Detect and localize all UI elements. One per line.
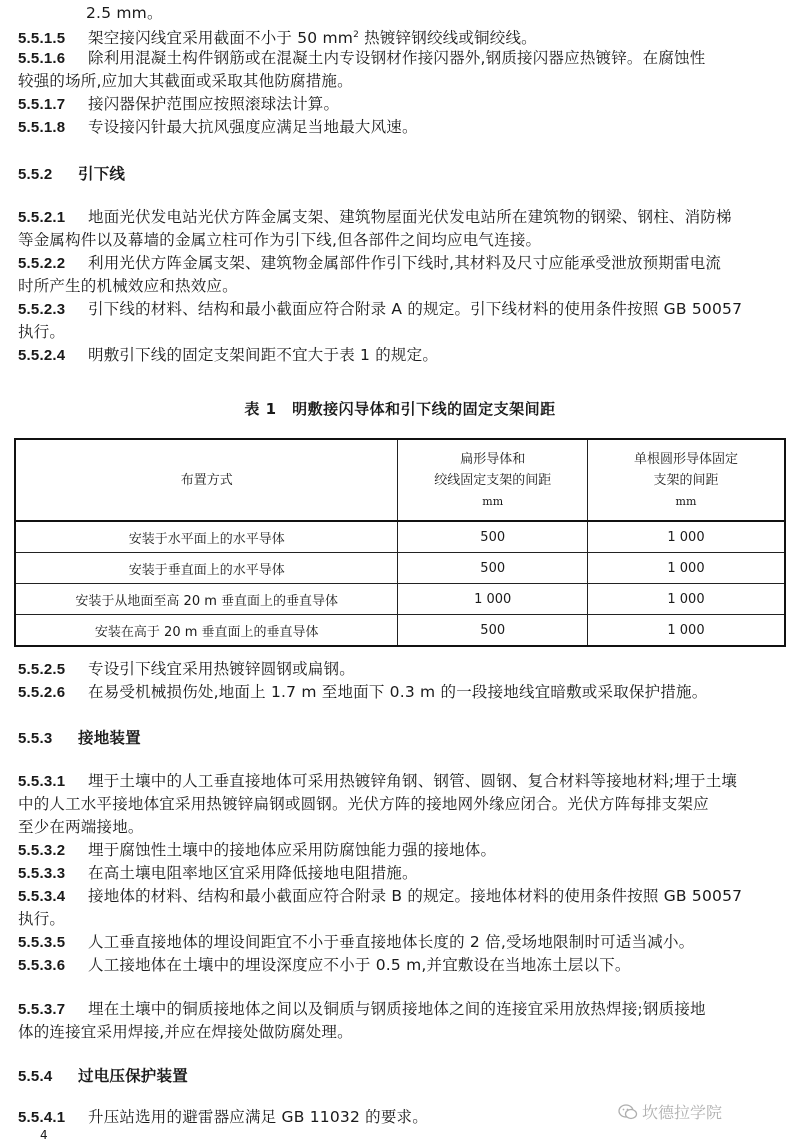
clause-5-5-3-1-cont: 中的人工水平接地体宜采用热镀锌扁钢或圆钢。光伏方阵的接地网外缘应闭合。光伏方阵每排支架应: [18, 795, 709, 813]
clause-number: 5.5.1.6: [18, 50, 66, 67]
clause-5-5-1-6: [18, 47, 782, 70]
cell-round: 1 000: [587, 553, 785, 584]
page-number: 4: [40, 1128, 48, 1142]
table-row: [15, 615, 785, 647]
clause-text: 除利用混凝土构件钢筋或在混凝土内专设钢材作接闪器外,钢质接闪器应热镀锌。在腐蚀性: [88, 49, 706, 67]
clause-number: 5.5.3.1: [18, 773, 66, 790]
clause-number: 5.5.2.5: [18, 661, 66, 678]
clause-5-5-2-2-cont: 时所产生的机械效应和热效应。: [18, 277, 238, 295]
cell-flat: 1 000: [398, 584, 588, 615]
clause-text: 人工垂直接地体的埋设间距宜不小于垂直接地体长度的 2 倍,受场地限制时可适当减小。: [88, 933, 695, 951]
clause-5-5-3-3: [18, 862, 782, 885]
clause-5-5-3-1: [18, 770, 782, 793]
clause-text: 专设接闪针最大抗风强度应满足当地最大风速。: [88, 118, 418, 136]
clause-number: 5.5.3.2: [18, 842, 66, 859]
table-row: [15, 584, 785, 615]
clause-number: 5.5.4.1: [18, 1109, 66, 1126]
clause-5-5-3-7: [18, 998, 782, 1021]
clause-5-5-3-5: [18, 931, 782, 954]
clause-number: 5.5.2.4: [18, 347, 66, 364]
clause-text: 专设引下线宜采用热镀锌圆钢或扁钢。: [88, 660, 355, 678]
clause-number: 5.5.1.8: [18, 119, 66, 136]
clause-5-5-2-2: [18, 252, 782, 275]
clause-text: 埋于腐蚀性土壤中的接地体应采用防腐蚀能力强的接地体。: [88, 841, 497, 859]
superscript: 2: [353, 30, 360, 40]
clause-5-5-3-1-cont2: 至少在两端接地。: [18, 818, 144, 836]
clause-text: 升压站选用的避雷器应满足 GB 11032 的要求。: [88, 1108, 428, 1126]
clause-5-5-2-3-cont: 执行。: [18, 323, 66, 341]
clause-text: 利用光伏方阵金属支架、建筑物金属部件作引下线时,其材料及尺寸应能承受泄放预期雷电流: [88, 254, 722, 272]
watermark: [618, 1100, 722, 1123]
section-number: 5.5.4: [18, 1068, 53, 1085]
cell-layout: 安装在高于 20 m 垂直面上的垂直导体: [15, 615, 398, 647]
clause-5-5-3-6: [18, 954, 782, 977]
clause-number: 5.5.3.6: [18, 957, 66, 974]
cell-flat: 500: [398, 615, 588, 647]
cell-flat: 500: [398, 521, 588, 553]
clause-5-5-2-5: [18, 658, 782, 681]
clause-5-5-3-2: [18, 839, 782, 862]
table-row: [15, 521, 785, 553]
clause-5-5-3-4-cont: 执行。: [18, 910, 66, 928]
clause-5-5-2-4: [18, 344, 782, 367]
header-round-conductor: 单根圆形导体固定 支架的间距 mm: [587, 439, 785, 521]
clause-number: 5.5.1.7: [18, 96, 66, 113]
section-heading-5-5-2: [18, 163, 782, 186]
clause-text: 埋于土壤中的人工垂直接地体可采用热镀锌角钢、钢管、圆钢、复合材料等接地材料;埋于土壤: [88, 772, 738, 790]
table-row: [15, 553, 785, 584]
clause-number: 5.5.3.4: [18, 888, 66, 905]
header-flat-conductor: 扁形导体和 绞线固定支架的间距 mm: [398, 439, 588, 521]
clause-5-5-3-4: [18, 885, 782, 908]
unit-label: mm: [675, 494, 697, 508]
clause-text: 接地体的材料、结构和最小截面应符合附录 B 的规定。接地体材料的使用条件按照 GB 50057: [88, 887, 743, 905]
cell-layout: 安装于水平面上的水平导体: [15, 521, 398, 553]
cell-round: 1 000: [587, 584, 785, 615]
clause-5-5-1-8: [18, 116, 782, 139]
clause-5-5-2-6: [18, 681, 782, 704]
clause-number: 5.5.2.2: [18, 255, 66, 272]
clause-text: 在高土壤电阻率地区宜采用降低接地电阻措施。: [88, 864, 418, 882]
continuation-text: 2.5 mm。: [86, 4, 163, 22]
clause-5-5-2-1: [18, 206, 782, 229]
section-title: 接地装置: [78, 729, 141, 747]
clause-text: 接闪器保护范围应按照滚球法计算。: [88, 95, 340, 113]
clause-number: 5.5.3.5: [18, 934, 66, 951]
clause-5-5-1-6-cont: 较强的场所,应加大其截面或采取其他防腐措施。: [18, 72, 353, 90]
unit-label: mm: [482, 494, 504, 508]
wechat-icon: [618, 1103, 638, 1121]
clause-text: 引下线的材料、结构和最小截面应符合附录 A 的规定。引下线材料的使用条件按照 GB 50057: [88, 300, 743, 318]
support-spacing-table: [14, 438, 786, 647]
cell-round: 1 000: [587, 615, 785, 647]
clause-text-tail: 热镀锌钢绞线或铜绞线。: [359, 29, 537, 48]
clause-number: 5.5.1.5: [18, 30, 66, 48]
cell-layout: 安装于从地面至高 20 m 垂直面上的垂直导体: [15, 584, 398, 615]
clause-5-5-2-3: [18, 298, 782, 321]
section-number: 5.5.2: [18, 166, 53, 183]
clause-5-5-2-1-cont: 等金属构件以及幕墙的金属立柱可作为引下线,但各部件之间均应电气连接。: [18, 231, 542, 249]
clause-text: 人工接地体在土壤中的埋设深度应不小于 0.5 m,并宜敷设在当地冻土层以下。: [88, 956, 631, 974]
clause-5-5-1-7: [18, 93, 782, 116]
section-title: 引下线: [78, 165, 126, 183]
clause-text: 地面光伏发电站光伏方阵金属支架、建筑物屋面光伏发电站所在建筑物的钢梁、钢柱、消防梯: [88, 208, 732, 226]
clause-text: 明敷引下线的固定支架间距不宜大于表 1 的规定。: [88, 346, 439, 364]
clause-number: 5.5.2.1: [18, 209, 66, 226]
clause-text: 埋在土壤中的铜质接地体之间以及铜质与钢质接地体之间的连接宜采用放热焊接;钢质接地: [88, 1000, 706, 1018]
cell-layout: 安装于垂直面上的水平导体: [15, 553, 398, 584]
cell-flat: 500: [398, 553, 588, 584]
table-header-row: [15, 439, 785, 521]
clause-text: 架空接闪线宜采用截面不小于 50 mm: [88, 29, 354, 48]
header-layout: 布置方式: [15, 439, 398, 521]
watermark-text: 坎德拉学院: [642, 1103, 723, 1122]
clause-number: 5.5.3.3: [18, 865, 66, 882]
table-caption: 表 1 明敷接闪导体和引下线的固定支架间距: [244, 400, 556, 418]
clause-number: 5.5.2.6: [18, 684, 66, 701]
section-heading-5-5-4: [18, 1065, 782, 1088]
section-number: 5.5.3: [18, 730, 53, 747]
section-heading-5-5-3: [18, 727, 782, 750]
section-title: 过电压保护装置: [78, 1067, 188, 1085]
clause-number: 5.5.2.3: [18, 301, 66, 318]
clause-number: 5.5.3.7: [18, 1001, 66, 1018]
clause-text: 在易受机械损伤处,地面上 1.7 m 至地面下 0.3 m 的一段接地线宜暗敷或采取保护措施。: [88, 683, 708, 701]
cell-round: 1 000: [587, 521, 785, 553]
clause-5-5-3-7-cont: 体的连接宜采用焊接,并应在焊接处做防腐处理。: [18, 1023, 353, 1041]
